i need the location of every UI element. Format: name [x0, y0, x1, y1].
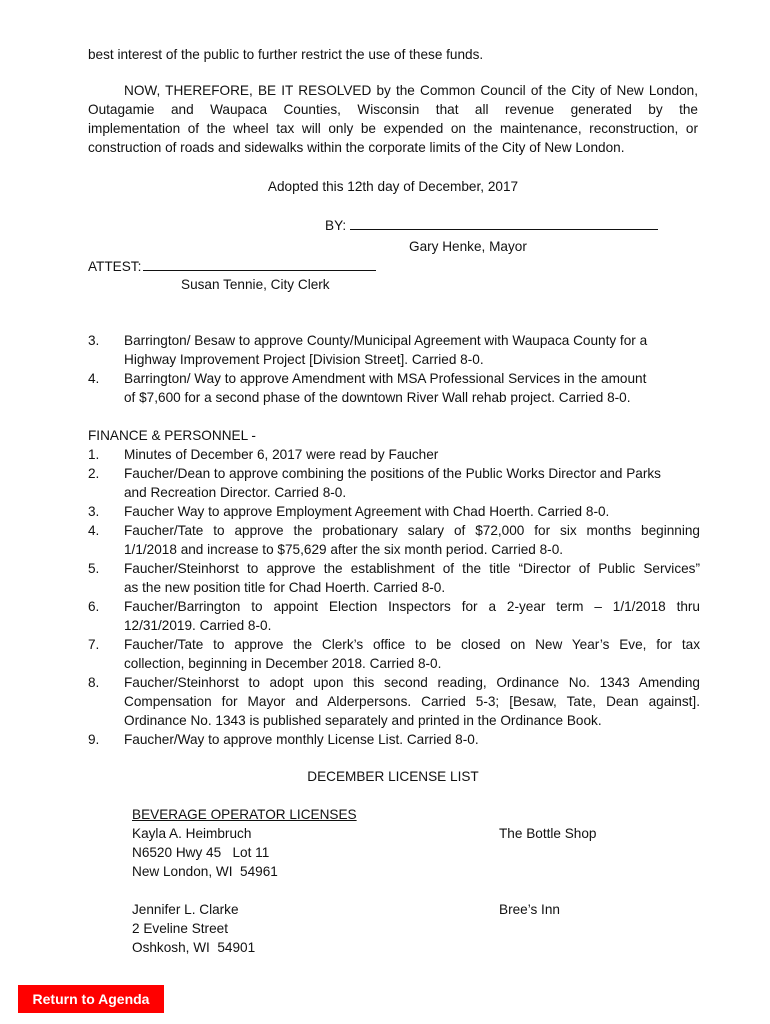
item-number: 4.	[88, 523, 100, 538]
item-line: Barrington/ Besaw to approve County/Municipal Agreement with Waupaca County for a	[124, 333, 648, 348]
licensee-block	[132, 900, 255, 957]
item-line: Highway Improvement Project [Division Street]. Carried 8-0.	[124, 352, 484, 367]
item-line: Faucher/Barrington to appoint Election Inspectors for a 2-year term – 1/1/2018 thru	[124, 599, 700, 614]
item-number: 3.	[88, 504, 100, 519]
item-line: Compensation for Mayor and Alderpersons. Carried 5-3; [Besaw, Tate, Dean against].	[124, 694, 700, 709]
item-number: 7.	[88, 637, 100, 652]
item-line: Minutes of December 6, 2017 were read by Faucher	[124, 447, 439, 462]
item-line: Faucher/Way to approve monthly License List. Carried 8-0.	[124, 732, 479, 747]
licensee-address-line: 2 Eveline Street	[132, 921, 228, 936]
item-line: Faucher/Steinhorst to adopt upon this second reading, Ordinance No. 1343 Amending	[124, 675, 700, 690]
licensee-name: Jennifer L. Clarke	[132, 902, 239, 917]
licensee-address-line: N6520 Hwy 45 Lot 11	[132, 845, 270, 860]
item-number: 5.	[88, 561, 100, 576]
item-number: 2.	[88, 466, 100, 481]
clerk-name: Susan Tennie, City Clerk	[181, 277, 330, 292]
adopted-date: Adopted this 12th day of December, 2017	[267, 179, 519, 194]
license-heading: DECEMBER LICENSE LIST	[307, 769, 479, 784]
return-to-agenda-button[interactable]: Return to Agenda	[18, 985, 164, 1013]
list-item	[88, 521, 700, 559]
list-item	[88, 559, 700, 597]
intro-line: best interest of the public to further restrict the use of these funds.	[88, 47, 484, 62]
list-item	[88, 730, 700, 749]
item-line: Faucher Way to approve Employment Agreement with Chad Hoerth. Carried 8-0.	[124, 504, 610, 519]
item-line: of $7,600 for a second phase of the downtown River Wall rehab project. Carried 8-0.	[124, 390, 631, 405]
list-item	[88, 502, 700, 521]
item-line: Faucher/Steinhorst to approve the establishment of the title “Director of Public Services”	[124, 561, 700, 576]
list-item	[88, 635, 700, 673]
resolved-line-1: NOW, THEREFORE, BE IT RESOLVED by the Common Council of the City of New London,	[124, 83, 698, 98]
attest-label: ATTEST:	[88, 259, 142, 274]
item-line: as the new position title for Chad Hoerth. Carried 8-0.	[124, 580, 446, 595]
resolved-line-4: construction of roads and sidewalks within the corporate limits of the City of New London.	[88, 140, 625, 155]
item-number: 1.	[88, 447, 100, 462]
item-line: Faucher/Tate to approve the Clerk’s office to be closed on New Year’s Eve, for tax	[124, 637, 700, 652]
item-line: and Recreation Director. Carried 8-0.	[124, 485, 347, 500]
finance-items-list	[88, 445, 700, 749]
item-number: 4.	[88, 371, 100, 386]
beverage-heading: BEVERAGE OPERATOR LICENSES	[132, 807, 357, 822]
mayor-signature-line	[325, 216, 665, 235]
item-line: Faucher/Dean to approve combining the positions of the Public Works Director and Parks	[124, 466, 661, 481]
licensee-city-line: Oshkosh, WI 54901	[132, 940, 256, 955]
item-line: Faucher/Tate to approve the probationary salary of $72,000 for six months beginning	[124, 523, 700, 538]
item-line: Barrington/ Way to approve Amendment with MSA Professional Services in the amount	[124, 371, 647, 386]
licensee-block	[132, 824, 278, 881]
resolved-line-3: implementation of the wheel tax will only be expended on the maintenance, reconstruction, or	[88, 121, 698, 136]
licensee-business: Bree’s Inn	[499, 902, 560, 917]
resolved-paragraph	[88, 81, 698, 157]
item-line: 12/31/2019. Carried 8-0.	[124, 618, 272, 633]
attest-signature-line	[88, 257, 388, 276]
licensee-business: The Bottle Shop	[499, 826, 597, 841]
attest-signature-rule	[143, 270, 376, 271]
list-item	[88, 673, 700, 730]
finance-heading: FINANCE & PERSONNEL -	[88, 428, 256, 443]
item-line: 1/1/2018 and increase to $75,629 after the six month period. Carried 8-0.	[124, 542, 564, 557]
list-item	[88, 331, 700, 369]
mayor-signature-rule	[350, 229, 658, 230]
licensee-city-line: New London, WI 54961	[132, 864, 278, 879]
resolved-line-2: Outagamie and Waupaca Counties, Wisconsin that all revenue generated by the	[88, 102, 698, 117]
item-number: 8.	[88, 675, 100, 690]
top-items-list	[88, 331, 700, 407]
item-number: 3.	[88, 333, 100, 348]
list-item	[88, 445, 700, 464]
list-item	[88, 464, 700, 502]
mayor-name: Gary Henke, Mayor	[409, 239, 527, 254]
list-item	[88, 597, 700, 635]
list-item	[88, 369, 700, 407]
by-label: BY:	[325, 218, 347, 233]
licensee-name: Kayla A. Heimbruch	[132, 826, 252, 841]
item-line: Ordinance No. 1343 is published separately and printed in the Ordinance Book.	[124, 713, 602, 728]
item-line: collection, beginning in December 2018. Carried 8-0.	[124, 656, 442, 671]
item-number: 6.	[88, 599, 100, 614]
item-number: 9.	[88, 732, 100, 747]
